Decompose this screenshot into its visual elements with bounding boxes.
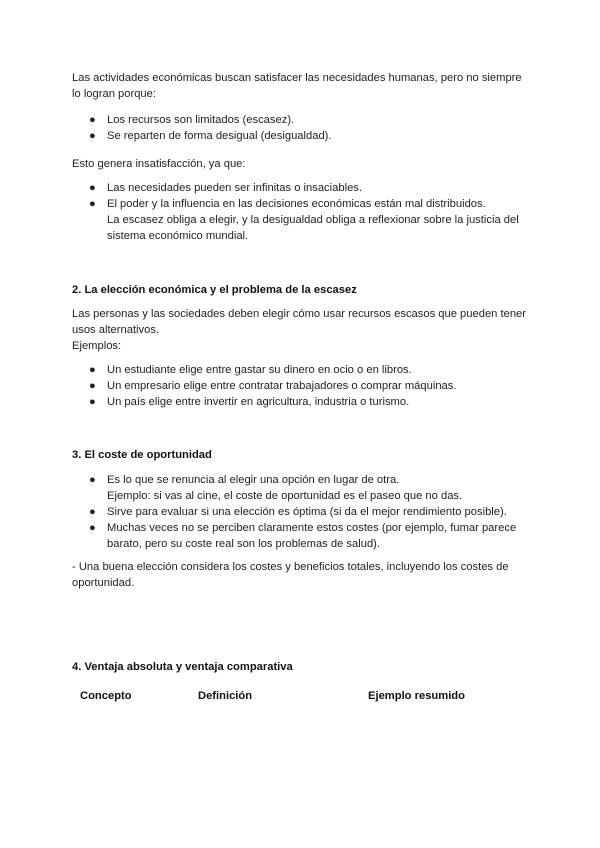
list-item-text: Los recursos son limitados (escasez). [107, 114, 295, 126]
list-item [72, 196, 532, 244]
insatisfaction-bullet-list [72, 180, 532, 244]
list-item [72, 180, 532, 196]
bullet-icon: ● [89, 114, 96, 126]
section-3-heading [72, 447, 532, 463]
section-title: 2. La elección económica y el problema de la escasez [72, 284, 357, 296]
section-2-heading [72, 282, 532, 298]
bullet-icon: ● [89, 182, 96, 194]
list-item [72, 504, 532, 520]
list-item [72, 472, 532, 504]
list-item [72, 520, 532, 552]
list-item-text: Muchas veces no se perciben claramente estos costes (por ejemplo, fumar parece barato, pero su coste real son los problemas de salud). [107, 522, 517, 550]
list-item [72, 378, 532, 394]
examples-label: Ejemplos: [72, 340, 122, 352]
bullet-icon: ● [89, 474, 96, 486]
list-item-text: Un país elige entre invertir en agricultura, industria o turismo. [107, 396, 410, 408]
section-title: 4. Ventaja absoluta y ventaja comparativa [72, 661, 293, 673]
list-item [72, 128, 532, 144]
comparison-table-header [72, 688, 532, 704]
list-item-text: Las necesidades pueden ser infinitas o insaciables. [107, 182, 362, 194]
list-item-text: Sirve para evaluar si una elección es óptima (si da el mejor rendimiento posible). [107, 506, 507, 518]
bullet-icon: ● [89, 396, 96, 408]
section-3-note [72, 559, 532, 591]
list-item-text: El poder y la influencia en las decisiones económicas están mal distribuidos. [107, 198, 486, 210]
section-text: Las personas y las sociedades deben elegir cómo usar recursos escasos que pueden tener usos alternativos. [72, 308, 526, 336]
bullet-icon: ● [89, 198, 96, 210]
note-text: - Una buena elección considera los costes y beneficios totales, incluyendo los costes de oportunidad. [72, 561, 509, 589]
list-item-continuation: La escasez obliga a elegir, y la desigualdad obliga a reflexionar sobre la justicia del sistema económico mundial. [107, 214, 519, 242]
list-item [72, 362, 532, 378]
intro-bullet-list [72, 112, 532, 144]
list-item-text: Un estudiante elige entre gastar su dinero en ocio o en libros. [107, 364, 412, 376]
list-item [72, 394, 532, 410]
section-2-bullet-list [72, 362, 532, 410]
list-item-continuation: Ejemplo: si vas al cine, el coste de oportunidad es el paseo que no das. [107, 490, 463, 502]
followup-text: Esto genera insatisfacción, ya que: [72, 158, 246, 170]
column-header-definicion: Definición [198, 690, 253, 702]
section-title: 3. El coste de oportunidad [72, 449, 212, 461]
list-item-text: Es lo que se renuncia al elegir una opción en lugar de otra. [107, 474, 400, 486]
intro-text: Las actividades económicas buscan satisfacer las necesidades humanas, pero no siempre lo logran porque: [72, 72, 522, 100]
column-header-concepto: Concepto [80, 690, 132, 702]
list-item-text: Un empresario elige entre contratar trabajadores o comprar máquinas. [107, 380, 457, 392]
section-3-bullet-list [72, 472, 532, 552]
column-header-ejemplo: Ejemplo resumido [368, 690, 465, 702]
bullet-icon: ● [89, 130, 96, 142]
intro-paragraph [72, 70, 532, 102]
section-2-paragraph [72, 306, 532, 354]
bullet-icon: ● [89, 506, 96, 518]
bullet-icon: ● [89, 380, 96, 392]
section-4-heading [72, 659, 532, 675]
list-item [72, 112, 532, 128]
list-item-text: Se reparten de forma desigual (desigualdad). [107, 130, 332, 142]
bullet-icon: ● [89, 522, 96, 534]
bullet-icon: ● [89, 364, 96, 376]
followup-paragraph [72, 156, 532, 172]
